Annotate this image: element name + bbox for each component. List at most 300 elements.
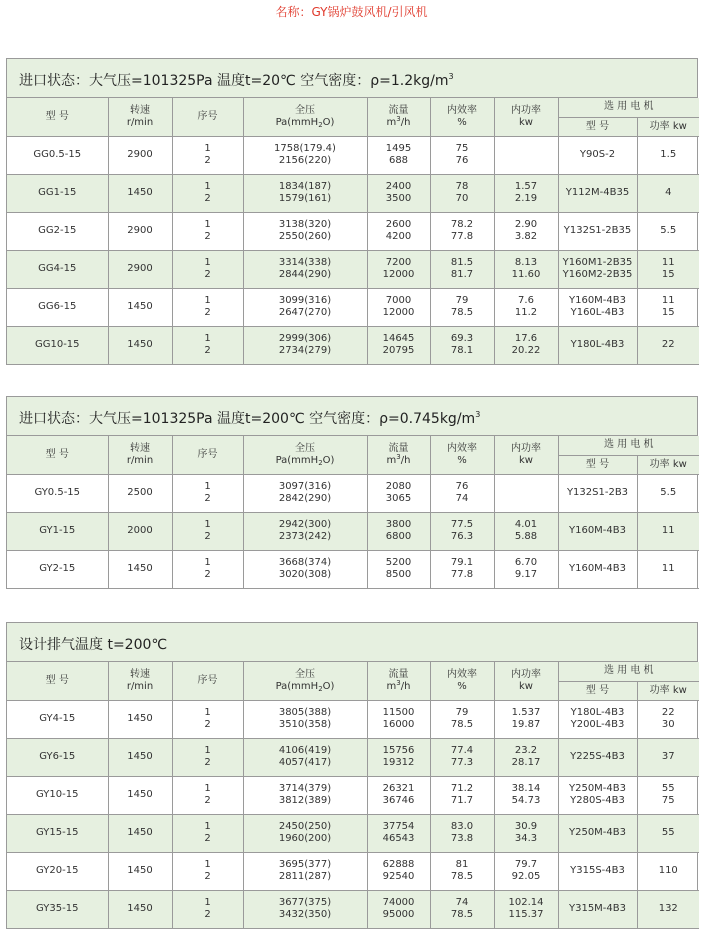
col-pressure-unit-sub: 2 bbox=[318, 684, 323, 693]
spec-section-2 bbox=[6, 396, 698, 589]
col-efficiency-unit: % bbox=[457, 454, 467, 466]
cell-efficiency-2: 78.5 bbox=[450, 719, 474, 730]
cell-pressure bbox=[243, 326, 367, 364]
cell-motor-power bbox=[637, 288, 699, 326]
cell-pressure bbox=[243, 890, 367, 928]
cell-motor-power bbox=[637, 890, 699, 928]
header-row bbox=[7, 98, 699, 117]
cell-motor-power-1: 5.5 bbox=[660, 487, 677, 498]
col-motor bbox=[558, 98, 699, 117]
cell-speed: 2900 bbox=[108, 136, 172, 174]
section-header-text: 进口状态：大气压=101325Pa 温度t=20℃ 空气密度：ρ=1.2kg/m bbox=[19, 73, 449, 89]
col-pressure-unit: Pa(mmH bbox=[275, 116, 319, 128]
cell-power-2: 92.05 bbox=[511, 871, 541, 882]
cell-flow-2: 95000 bbox=[382, 909, 415, 920]
cell-efficiency-2: 78.5 bbox=[450, 909, 474, 920]
cell-flow-1: 26321 bbox=[382, 783, 415, 794]
section-header-sup: 3 bbox=[475, 410, 481, 419]
cell-pressure-2: 2844(290) bbox=[278, 269, 332, 280]
cell-index-1: 1 bbox=[204, 557, 211, 568]
cell-index-2: 2 bbox=[204, 193, 211, 204]
cell-pressure-1: 2450(250) bbox=[278, 821, 332, 832]
table-row bbox=[7, 288, 699, 326]
cell-speed: 1450 bbox=[108, 288, 172, 326]
cell-power bbox=[494, 136, 558, 174]
cell-flow-2: 16000 bbox=[382, 719, 415, 730]
cell-index bbox=[172, 288, 243, 326]
cell-motor-model-2: Y160M2-2B35 bbox=[562, 269, 633, 280]
cell-motor-model bbox=[558, 288, 637, 326]
cell-pressure-2: 3812(389) bbox=[278, 795, 332, 806]
table-row bbox=[7, 474, 699, 512]
cell-motor-model-1: Y132S1-2B3 bbox=[566, 487, 629, 498]
cell-motor-power-1: 11 bbox=[661, 525, 675, 536]
cell-power bbox=[494, 700, 558, 738]
section-header-sup: 3 bbox=[448, 72, 454, 81]
cell-pressure-1: 3668(374) bbox=[278, 557, 332, 568]
col-flow bbox=[367, 98, 430, 136]
cell-efficiency bbox=[430, 474, 494, 512]
section-header-text: 设计排气温度 t=200℃ bbox=[19, 637, 168, 653]
cell-pressure-1: 3695(377) bbox=[278, 859, 332, 870]
cell-motor-power-1: 37 bbox=[661, 751, 675, 762]
section-header bbox=[7, 59, 697, 98]
cell-efficiency bbox=[430, 512, 494, 550]
cell-flow bbox=[367, 212, 430, 250]
cell-pressure-1: 3138(320) bbox=[278, 219, 332, 230]
cell-power-1: 79.7 bbox=[514, 859, 538, 870]
cell-motor-model bbox=[558, 776, 637, 814]
cell-index bbox=[172, 890, 243, 928]
cell-flow bbox=[367, 474, 430, 512]
cell-speed: 2900 bbox=[108, 212, 172, 250]
cell-flow bbox=[367, 814, 430, 852]
col-motor-model bbox=[558, 681, 637, 700]
table-row bbox=[7, 776, 699, 814]
cell-pressure-1: 2942(300) bbox=[278, 519, 332, 530]
cell-model: GY10-15 bbox=[7, 776, 108, 814]
cell-flow bbox=[367, 512, 430, 550]
cell-motor-power-2: 30 bbox=[661, 719, 675, 730]
cell-motor-model-1: Y160M-4B3 bbox=[568, 525, 627, 536]
cell-power-1: 102.14 bbox=[508, 897, 544, 908]
col-motor-model bbox=[558, 117, 637, 136]
cell-speed: 1450 bbox=[108, 738, 172, 776]
cell-motor-model bbox=[558, 474, 637, 512]
col-pressure bbox=[243, 662, 367, 700]
cell-motor-power-1: 110 bbox=[658, 865, 678, 876]
cell-power-1: 17.6 bbox=[514, 333, 538, 344]
col-flow bbox=[367, 436, 430, 474]
col-flow-unit-end: /h bbox=[400, 454, 411, 466]
cell-efficiency-1: 74 bbox=[455, 897, 469, 908]
cell-pressure bbox=[243, 212, 367, 250]
col-flow-unit: m bbox=[386, 680, 397, 692]
cell-pressure-1: 3714(379) bbox=[278, 783, 332, 794]
cell-speed: 2500 bbox=[108, 474, 172, 512]
cell-pressure-2: 2811(287) bbox=[278, 871, 332, 882]
col-motor-power bbox=[637, 455, 699, 474]
cell-efficiency bbox=[430, 250, 494, 288]
cell-efficiency-1: 71.2 bbox=[450, 783, 474, 794]
col-pressure-unit-end: O) bbox=[322, 116, 335, 128]
col-model bbox=[7, 98, 108, 136]
cell-flow bbox=[367, 890, 430, 928]
col-speed-unit: r/min bbox=[126, 680, 154, 692]
col-power-unit: kw bbox=[519, 680, 533, 692]
cell-motor-power-2: 75 bbox=[661, 795, 675, 806]
cell-power-2: 9.17 bbox=[514, 569, 538, 580]
table-header bbox=[7, 98, 699, 136]
cell-flow-2: 3065 bbox=[385, 493, 412, 504]
cell-flow-2: 6800 bbox=[385, 531, 412, 542]
table-row bbox=[7, 814, 699, 852]
col-motor-label: 选 用 电 机 bbox=[603, 439, 654, 451]
cell-efficiency-1: 83.0 bbox=[450, 821, 474, 832]
cell-efficiency-1: 75 bbox=[455, 143, 469, 154]
col-efficiency-unit: % bbox=[457, 116, 467, 128]
cell-pressure-2: 3510(358) bbox=[278, 719, 332, 730]
cell-flow-1: 2600 bbox=[385, 219, 412, 230]
col-pressure-label: 全压 bbox=[295, 668, 315, 680]
col-pressure-unit-end: O) bbox=[322, 680, 335, 692]
col-speed-label: 转速 bbox=[130, 104, 150, 116]
cell-pressure-1: 3677(375) bbox=[278, 897, 332, 908]
cell-pressure bbox=[243, 136, 367, 174]
col-efficiency-label: 内效率 bbox=[447, 104, 477, 116]
col-pressure-label: 全压 bbox=[295, 442, 315, 454]
cell-model: GY0.5-15 bbox=[7, 474, 108, 512]
col-efficiency bbox=[430, 436, 494, 474]
cell-pressure-1: 1758(179.4) bbox=[274, 143, 336, 154]
table-row bbox=[7, 212, 699, 250]
cell-flow bbox=[367, 326, 430, 364]
cell-efficiency-2: 76.3 bbox=[450, 531, 474, 542]
cell-motor-power-1: 11 bbox=[661, 257, 675, 268]
cell-motor-power bbox=[637, 738, 699, 776]
col-flow bbox=[367, 662, 430, 700]
cell-motor-model-1: Y315M-4B3 bbox=[568, 903, 627, 914]
cell-motor-power-1: 1.5 bbox=[660, 149, 677, 160]
cell-efficiency-1: 77.5 bbox=[450, 519, 474, 530]
cell-pressure-2: 2373(242) bbox=[278, 531, 332, 542]
cell-flow-1: 62888 bbox=[382, 859, 415, 870]
cell-power bbox=[494, 512, 558, 550]
cell-motor-model bbox=[558, 852, 637, 890]
table-row bbox=[7, 852, 699, 890]
cell-index-2: 2 bbox=[204, 307, 211, 318]
cell-speed: 1450 bbox=[108, 326, 172, 364]
cell-model: GY35-15 bbox=[7, 890, 108, 928]
cell-pressure-2: 3432(350) bbox=[278, 909, 332, 920]
col-motor-power bbox=[637, 117, 699, 136]
cell-pressure-2: 1579(161) bbox=[278, 193, 332, 204]
cell-pressure-1: 3805(388) bbox=[278, 707, 332, 718]
cell-efficiency bbox=[430, 890, 494, 928]
col-index-label: 序号 bbox=[197, 110, 218, 122]
spec-section-1 bbox=[6, 58, 698, 365]
col-efficiency bbox=[430, 98, 494, 136]
cell-index-1: 1 bbox=[204, 481, 211, 492]
cell-efficiency bbox=[430, 776, 494, 814]
cell-flow bbox=[367, 136, 430, 174]
col-speed bbox=[108, 98, 172, 136]
cell-flow bbox=[367, 174, 430, 212]
cell-power-1: 23.2 bbox=[514, 745, 538, 756]
section-header bbox=[7, 397, 697, 436]
col-motor-model-label: 型 号 bbox=[585, 120, 610, 132]
table-header bbox=[7, 662, 699, 700]
cell-motor-power bbox=[637, 550, 699, 588]
cell-motor-model bbox=[558, 550, 637, 588]
cell-pressure bbox=[243, 776, 367, 814]
cell-model: GG10-15 bbox=[7, 326, 108, 364]
cell-model: GY1-15 bbox=[7, 512, 108, 550]
cell-index-1: 1 bbox=[204, 783, 211, 794]
col-motor-power bbox=[637, 681, 699, 700]
cell-motor-power bbox=[637, 326, 699, 364]
cell-power-2: 11.60 bbox=[511, 269, 541, 280]
col-power bbox=[494, 662, 558, 700]
col-flow-unit: m bbox=[386, 454, 397, 466]
cell-power bbox=[494, 250, 558, 288]
table-row bbox=[7, 700, 699, 738]
col-motor bbox=[558, 662, 699, 681]
cell-pressure-2: 2734(279) bbox=[278, 345, 332, 356]
cell-model: GY4-15 bbox=[7, 700, 108, 738]
cell-model: GY6-15 bbox=[7, 738, 108, 776]
cell-pressure-1: 2999(306) bbox=[278, 333, 332, 344]
col-pressure-unit-sub: 2 bbox=[318, 458, 323, 467]
cell-motor-model-1: Y112M-4B35 bbox=[565, 187, 630, 198]
cell-flow-2: 19312 bbox=[382, 757, 415, 768]
cell-index-1: 1 bbox=[204, 219, 211, 230]
cell-index-2: 2 bbox=[204, 795, 211, 806]
table-row bbox=[7, 512, 699, 550]
cell-motor-model bbox=[558, 512, 637, 550]
col-pressure-label: 全压 bbox=[295, 104, 315, 116]
col-pressure-unit: Pa(mmH bbox=[275, 454, 319, 466]
cell-motor-power bbox=[637, 700, 699, 738]
cell-efficiency-1: 78.2 bbox=[450, 219, 474, 230]
cell-index-2: 2 bbox=[204, 757, 211, 768]
col-speed-label: 转速 bbox=[130, 668, 150, 680]
cell-motor-model-1: Y250M-4B3 bbox=[568, 827, 627, 838]
col-motor-power-label: 功率 kw bbox=[649, 458, 687, 470]
table-body bbox=[7, 474, 699, 588]
cell-efficiency bbox=[430, 852, 494, 890]
col-model-label: 型 号 bbox=[45, 448, 69, 460]
cell-motor-power bbox=[637, 212, 699, 250]
cell-motor-model-1: Y250M-4B3 bbox=[568, 783, 627, 794]
cell-index bbox=[172, 136, 243, 174]
cell-efficiency-2: 74 bbox=[455, 493, 469, 504]
table-row bbox=[7, 174, 699, 212]
cell-index-1: 1 bbox=[204, 745, 211, 756]
cell-index-1: 1 bbox=[204, 707, 211, 718]
cell-power bbox=[494, 550, 558, 588]
cell-model: GY2-15 bbox=[7, 550, 108, 588]
cell-index-1: 1 bbox=[204, 295, 211, 306]
cell-pressure bbox=[243, 738, 367, 776]
cell-efficiency-2: 76 bbox=[455, 155, 469, 166]
col-speed-unit: r/min bbox=[126, 116, 154, 128]
cell-pressure bbox=[243, 174, 367, 212]
col-power bbox=[494, 436, 558, 474]
col-pressure bbox=[243, 98, 367, 136]
cell-motor-power bbox=[637, 776, 699, 814]
cell-efficiency-1: 69.3 bbox=[450, 333, 474, 344]
cell-efficiency-1: 81 bbox=[455, 859, 469, 870]
cell-efficiency-1: 76 bbox=[455, 481, 469, 492]
cell-index-2: 2 bbox=[204, 569, 211, 580]
cell-index-2: 2 bbox=[204, 531, 211, 542]
cell-model: GG4-15 bbox=[7, 250, 108, 288]
cell-power bbox=[494, 738, 558, 776]
cell-index bbox=[172, 776, 243, 814]
col-model-label: 型 号 bbox=[45, 674, 69, 686]
cell-index-1: 1 bbox=[204, 859, 211, 870]
cell-power-1: 1.57 bbox=[514, 181, 538, 192]
cell-index-2: 2 bbox=[204, 345, 211, 356]
cell-index bbox=[172, 474, 243, 512]
cell-pressure-2: 4057(417) bbox=[278, 757, 332, 768]
cell-motor-model bbox=[558, 136, 637, 174]
col-pressure-unit-sub: 2 bbox=[318, 120, 323, 129]
cell-flow bbox=[367, 738, 430, 776]
col-index-label: 序号 bbox=[197, 448, 218, 460]
cell-efficiency-1: 79 bbox=[455, 295, 469, 306]
cell-motor-model-1: Y90S-2 bbox=[579, 149, 616, 160]
cell-efficiency-2: 70 bbox=[455, 193, 469, 204]
cell-pressure-1: 1834(187) bbox=[278, 181, 332, 192]
cell-motor-model-1: Y225S-4B3 bbox=[570, 751, 625, 762]
cell-motor-power-1: 11 bbox=[661, 563, 675, 574]
cell-motor-power-2: 15 bbox=[661, 269, 675, 280]
cell-speed: 2000 bbox=[108, 512, 172, 550]
cell-efficiency bbox=[430, 700, 494, 738]
cell-power-1: 1.537 bbox=[511, 707, 541, 718]
cell-index-1: 1 bbox=[204, 181, 211, 192]
cell-speed: 2900 bbox=[108, 250, 172, 288]
cell-motor-model bbox=[558, 814, 637, 852]
col-model bbox=[7, 436, 108, 474]
cell-motor-power bbox=[637, 250, 699, 288]
cell-motor-power bbox=[637, 136, 699, 174]
cell-index bbox=[172, 738, 243, 776]
col-flow-label: 流量 bbox=[388, 668, 409, 680]
cell-power-1: 6.70 bbox=[514, 557, 538, 568]
cell-motor-power bbox=[637, 474, 699, 512]
cell-index-1: 1 bbox=[204, 143, 211, 154]
cell-motor-power-1: 5.5 bbox=[660, 225, 677, 236]
cell-index-1: 1 bbox=[204, 821, 211, 832]
cell-index-2: 2 bbox=[204, 493, 211, 504]
cell-motor-power-1: 11 bbox=[661, 295, 675, 306]
cell-flow bbox=[367, 700, 430, 738]
cell-pressure bbox=[243, 700, 367, 738]
cell-power bbox=[494, 288, 558, 326]
cell-power bbox=[494, 890, 558, 928]
col-power-label: 内功率 bbox=[511, 104, 541, 116]
cell-flow-2: 92540 bbox=[382, 871, 415, 882]
cell-efficiency-1: 77.4 bbox=[450, 745, 474, 756]
table-body bbox=[7, 136, 699, 364]
col-motor-model-label: 型 号 bbox=[585, 684, 610, 696]
cell-flow-1: 5200 bbox=[385, 557, 412, 568]
cell-power bbox=[494, 814, 558, 852]
col-model bbox=[7, 662, 108, 700]
cell-motor-model-2: Y200L-4B3 bbox=[570, 719, 625, 730]
header-row bbox=[7, 436, 699, 455]
cell-flow-1: 15756 bbox=[382, 745, 415, 756]
spec-table bbox=[7, 98, 699, 365]
cell-efficiency-1: 79.1 bbox=[450, 557, 474, 568]
cell-motor-model-1: Y160M-4B3 bbox=[568, 295, 627, 306]
cell-flow-1: 14645 bbox=[382, 333, 415, 344]
cell-motor-power bbox=[637, 814, 699, 852]
cell-index-1: 1 bbox=[204, 257, 211, 268]
cell-pressure bbox=[243, 550, 367, 588]
cell-motor-power-1: 132 bbox=[658, 903, 678, 914]
table-row bbox=[7, 326, 699, 364]
col-efficiency bbox=[430, 662, 494, 700]
cell-index-2: 2 bbox=[204, 269, 211, 280]
cell-flow-2: 12000 bbox=[382, 269, 415, 280]
cell-power-2: 3.82 bbox=[514, 231, 538, 242]
cell-power bbox=[494, 852, 558, 890]
col-speed-label: 转速 bbox=[130, 442, 150, 454]
col-power bbox=[494, 98, 558, 136]
col-flow-unit-sup: 3 bbox=[396, 114, 401, 123]
cell-pressure-2: 3020(308) bbox=[278, 569, 332, 580]
table-row bbox=[7, 250, 699, 288]
cell-speed: 1450 bbox=[108, 852, 172, 890]
col-index bbox=[172, 436, 243, 474]
cell-motor-power bbox=[637, 512, 699, 550]
cell-power bbox=[494, 474, 558, 512]
cell-flow-2: 3500 bbox=[385, 193, 412, 204]
cell-model: GG0.5-15 bbox=[7, 136, 108, 174]
col-flow-unit-end: /h bbox=[400, 116, 411, 128]
table-row bbox=[7, 890, 699, 928]
cell-motor-power-2: 15 bbox=[661, 307, 675, 318]
cell-efficiency bbox=[430, 174, 494, 212]
cell-flow-2: 688 bbox=[388, 155, 409, 166]
col-power-label: 内功率 bbox=[511, 442, 541, 454]
col-speed-unit: r/min bbox=[126, 454, 154, 466]
col-speed bbox=[108, 662, 172, 700]
cell-power-1: 2.90 bbox=[514, 219, 538, 230]
cell-flow-2: 36746 bbox=[382, 795, 415, 806]
cell-efficiency-2: 81.7 bbox=[450, 269, 474, 280]
cell-efficiency bbox=[430, 738, 494, 776]
cell-index bbox=[172, 512, 243, 550]
cell-motor-model bbox=[558, 174, 637, 212]
col-pressure-unit-end: O) bbox=[322, 454, 335, 466]
cell-index bbox=[172, 814, 243, 852]
cell-power-1: 4.01 bbox=[514, 519, 538, 530]
cell-power-1: 8.13 bbox=[514, 257, 538, 268]
cell-motor-model-1: Y160M1-2B35 bbox=[562, 257, 633, 268]
cell-pressure-2: 2842(290) bbox=[278, 493, 332, 504]
cell-pressure-1: 3099(316) bbox=[278, 295, 332, 306]
cell-index-1: 1 bbox=[204, 519, 211, 530]
cell-efficiency-1: 79 bbox=[455, 707, 469, 718]
cell-index bbox=[172, 852, 243, 890]
cell-motor-model-1: Y180L-4B3 bbox=[570, 339, 625, 350]
spec-table bbox=[7, 662, 699, 929]
